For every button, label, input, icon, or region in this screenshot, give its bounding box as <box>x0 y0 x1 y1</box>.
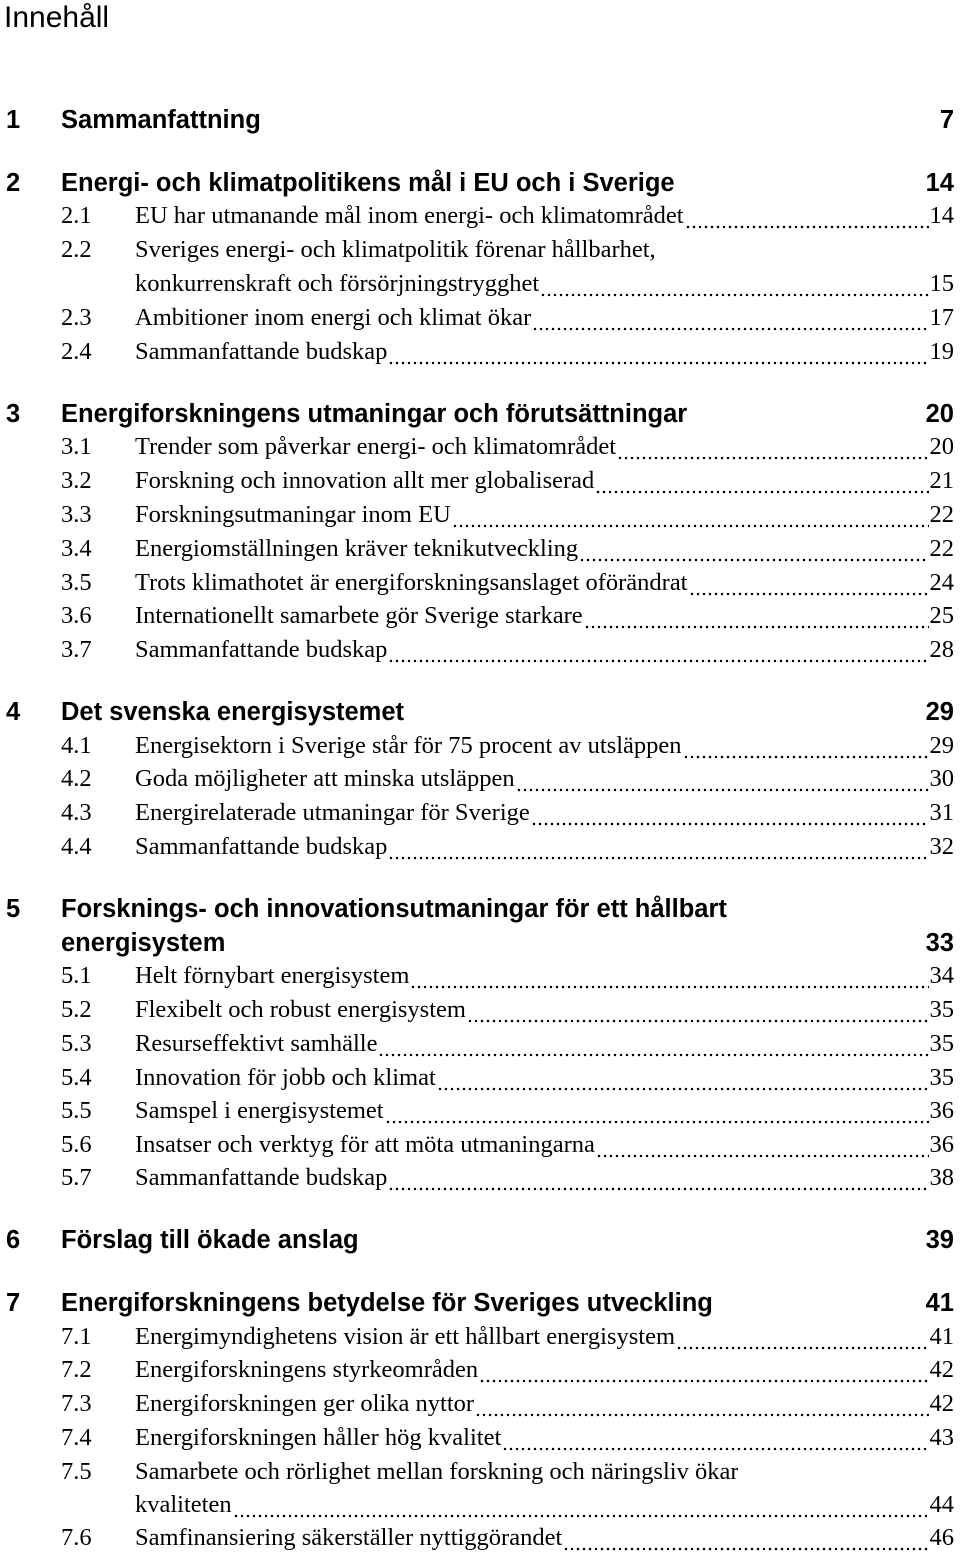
section-page: 36 <box>929 1097 954 1124</box>
section-number: 2.1 <box>61 202 92 229</box>
section-page: 22 <box>929 535 954 562</box>
section-page: 38 <box>929 1164 954 1191</box>
dot-leader <box>410 959 928 993</box>
section-title: Energiforskningen håller hög kvalitet <box>135 1424 502 1451</box>
toc-section-4-3[interactable] <box>0 796 960 830</box>
section-title: Forskningsutmaningar inom EU <box>135 501 451 528</box>
chapter-title: Forsknings- och innovationsutmaningar för ett hållbart <box>61 895 727 923</box>
section-page: 28 <box>929 636 954 663</box>
toc-section-4-2[interactable] <box>0 762 960 796</box>
section-title: Trots klimathotet är energiforskningsanslaget oförändrat <box>135 569 688 596</box>
dot-leader <box>617 430 928 464</box>
section-number: 5.1 <box>61 962 92 989</box>
toc-section-7-5[interactable] <box>0 1455 960 1489</box>
chapter-title: Sammanfattning <box>61 106 261 134</box>
section-number: 4.3 <box>61 799 92 826</box>
section-number: 7.5 <box>61 1458 92 1485</box>
toc-section-7-6[interactable] <box>0 1521 960 1555</box>
toc-section-3-5[interactable] <box>0 566 960 600</box>
toc-section-4-4[interactable] <box>0 830 960 864</box>
chapter-page: 41 <box>925 1289 954 1317</box>
toc-chapter-5[interactable] <box>0 892 960 926</box>
dot-leader <box>596 1128 929 1162</box>
toc-section-7-2[interactable] <box>0 1353 960 1387</box>
chapter-page: 39 <box>925 1226 954 1254</box>
toc-section-3-1[interactable] <box>0 430 960 464</box>
section-title: Energiforskningen ger olika nyttor <box>135 1390 475 1417</box>
toc-chapter-2[interactable] <box>0 166 960 200</box>
toc-section-7-3[interactable] <box>0 1387 960 1421</box>
section-number: 7.2 <box>61 1356 92 1383</box>
toc-section-5-6[interactable] <box>0 1128 960 1162</box>
section-page: 36 <box>929 1131 954 1158</box>
chapter-number: 4 <box>6 698 21 726</box>
section-page: 42 <box>929 1356 954 1383</box>
section-page: 15 <box>929 270 954 297</box>
toc-section-4-1[interactable] <box>0 729 960 763</box>
section-number: 4.1 <box>61 732 92 759</box>
chapter-title-continued: energisystem <box>61 929 226 957</box>
dot-leader <box>584 599 929 633</box>
section-title-continued: kvaliteten <box>135 1491 232 1518</box>
section-page: 19 <box>929 338 954 365</box>
dot-leader <box>388 633 928 667</box>
toc-chapter-6[interactable] <box>0 1223 960 1257</box>
section-page: 32 <box>929 833 954 860</box>
chapter-page: 14 <box>925 169 954 197</box>
section-number: 7.4 <box>61 1424 92 1451</box>
dot-leader <box>685 199 929 233</box>
section-number: 7.1 <box>61 1323 92 1350</box>
section-page: 35 <box>929 1030 954 1057</box>
dot-leader <box>531 796 929 830</box>
section-page: 21 <box>929 467 954 494</box>
toc-section-5-1[interactable] <box>0 959 960 993</box>
chapter-number: 3 <box>6 400 21 428</box>
chapter-title: Energiforskningens utmaningar och förutsättningar <box>61 400 688 428</box>
chapter-number: 6 <box>6 1226 21 1254</box>
section-page: 29 <box>929 732 954 759</box>
section-title: Energiomställningen kräver teknikutveckling <box>135 535 579 562</box>
section-title: Resurseffektivt samhälle <box>135 1030 378 1057</box>
chapter-number: 1 <box>6 106 21 134</box>
dot-leader <box>532 301 928 335</box>
dot-leader <box>540 267 928 301</box>
chapter-number: 2 <box>6 169 21 197</box>
section-title: Sammanfattande budskap <box>135 636 388 663</box>
section-title: Sammanfattande budskap <box>135 338 388 365</box>
dot-leader <box>502 1421 928 1455</box>
chapter-title: Energi- och klimatpolitikens mål i EU och i Sverige <box>61 169 675 197</box>
toc-section-7-1[interactable] <box>0 1320 960 1354</box>
dot-leader <box>452 498 929 532</box>
chapter-title: Energiforskningens betydelse för Sveriges utveckling <box>61 1289 713 1317</box>
section-page: 22 <box>929 501 954 528</box>
dot-leader <box>595 464 928 498</box>
section-title: EU har utmanande mål inom energi- och klimatområdet <box>135 202 684 229</box>
toc-section-2-3[interactable] <box>0 301 960 335</box>
section-number: 7.3 <box>61 1390 92 1417</box>
section-page: 43 <box>929 1424 954 1451</box>
section-page: 35 <box>929 1064 954 1091</box>
section-number: 5.5 <box>61 1097 92 1124</box>
section-title: Goda möjligheter att minska utsläppen <box>135 765 515 792</box>
section-page: 24 <box>929 569 954 596</box>
chapter-page: 33 <box>925 929 954 957</box>
toc-section-5-3[interactable] <box>0 1027 960 1061</box>
toc-section-2-4[interactable] <box>0 335 960 369</box>
section-number: 3.6 <box>61 602 92 629</box>
section-title: Innovation för jobb och klimat <box>135 1064 436 1091</box>
section-title: Samarbete och rörlighet mellan forskning och näringsliv ökar <box>135 1458 739 1485</box>
section-number: 3.7 <box>61 636 92 663</box>
toc-section-7-4[interactable] <box>0 1421 960 1455</box>
dot-leader <box>467 993 929 1027</box>
section-page: 35 <box>929 996 954 1023</box>
section-title: Energiforskningens styrkeområden <box>135 1356 479 1383</box>
section-number: 3.3 <box>61 501 92 528</box>
section-title: Samspel i energisystemet <box>135 1097 384 1124</box>
toc-section-7-5-continued[interactable] <box>0 1488 960 1522</box>
section-title: Helt förnybart energisystem <box>135 962 410 989</box>
section-number: 4.2 <box>61 765 92 792</box>
section-title: Trender som påverkar energi- och klimatområdet <box>135 433 617 460</box>
dot-leader <box>689 566 929 600</box>
toc-chapter-5-continued[interactable] <box>0 926 960 960</box>
section-number: 3.2 <box>61 467 92 494</box>
chapter-title: Förslag till ökade anslag <box>61 1226 359 1254</box>
toc-section-2-1[interactable] <box>0 199 960 233</box>
toc-section-5-2[interactable] <box>0 993 960 1027</box>
section-title: Flexibelt och robust energisystem <box>135 996 466 1023</box>
section-number: 5.4 <box>61 1064 92 1091</box>
section-number: 3.5 <box>61 569 92 596</box>
dot-leader <box>388 1161 928 1195</box>
toc-section-5-7[interactable] <box>0 1161 960 1195</box>
section-number: 2.2 <box>61 236 92 263</box>
section-page: 34 <box>929 962 954 989</box>
toc-section-3-3[interactable] <box>0 498 960 532</box>
dot-leader <box>563 1521 928 1555</box>
dot-leader <box>683 729 929 763</box>
section-number: 2.4 <box>61 338 92 365</box>
chapter-number: 5 <box>6 895 21 923</box>
section-page: 25 <box>929 602 954 629</box>
toc-section-5-4[interactable] <box>0 1061 960 1095</box>
dot-leader <box>475 1387 928 1421</box>
dot-leader <box>388 335 928 369</box>
dot-leader <box>516 762 929 796</box>
chapter-title: Det svenska energisystemet <box>61 698 405 726</box>
toc-chapter-3[interactable] <box>0 397 960 431</box>
section-page: 42 <box>929 1390 954 1417</box>
dot-leader <box>378 1027 928 1061</box>
section-number: 2.3 <box>61 304 92 331</box>
section-page: 31 <box>929 799 954 826</box>
page-title: Innehåll <box>4 1 110 34</box>
toc-section-2-2[interactable] <box>0 233 960 267</box>
dot-leader <box>479 1353 928 1387</box>
section-title: Sveriges energi- och klimatpolitik förenar hållbarhet, <box>135 236 656 263</box>
section-title: Forskning och innovation allt mer globaliserad <box>135 467 595 494</box>
section-page: 46 <box>929 1524 954 1551</box>
section-title: Energimyndighetens vision är ett hållbart energisystem <box>135 1323 676 1350</box>
toc-chapter-1[interactable] <box>0 103 960 137</box>
toc-section-3-4[interactable] <box>0 532 960 566</box>
section-number: 5.6 <box>61 1131 92 1158</box>
dot-leader <box>385 1094 929 1128</box>
toc-section-2-2-continued[interactable] <box>0 267 960 301</box>
dot-leader <box>676 1320 928 1354</box>
section-title: Energirelaterade utmaningar för Sverige <box>135 799 530 826</box>
section-number: 7.6 <box>61 1524 92 1551</box>
section-page: 17 <box>929 304 954 331</box>
chapter-number: 7 <box>6 1289 21 1317</box>
section-number: 5.7 <box>61 1164 92 1191</box>
section-number: 4.4 <box>61 833 92 860</box>
dot-leader <box>233 1488 929 1522</box>
section-page: 14 <box>929 202 954 229</box>
toc-section-3-7[interactable] <box>0 633 960 667</box>
section-title: Energisektorn i Sverige står för 75 procent av utsläppen <box>135 732 682 759</box>
section-page: 30 <box>929 765 954 792</box>
section-title: Samfinansiering säkerställer nyttiggörandet <box>135 1524 563 1551</box>
section-title-continued: konkurrenskraft och försörjningstrygghet <box>135 270 540 297</box>
dot-leader <box>579 532 928 566</box>
section-title: Insatser och verktyg för att möta utmaningarna <box>135 1131 595 1158</box>
chapter-page: 7 <box>939 106 954 134</box>
toc-section-5-5[interactable] <box>0 1094 960 1128</box>
section-page: 20 <box>929 433 954 460</box>
toc-section-3-2[interactable] <box>0 464 960 498</box>
toc-chapter-4[interactable] <box>0 695 960 729</box>
section-title: Sammanfattande budskap <box>135 1164 388 1191</box>
section-title: Sammanfattande budskap <box>135 833 388 860</box>
toc-chapter-7[interactable] <box>0 1286 960 1320</box>
section-page: 41 <box>929 1323 954 1350</box>
section-title: Internationellt samarbete gör Sverige starkare <box>135 602 583 629</box>
section-page: 44 <box>929 1491 954 1518</box>
section-title: Ambitioner inom energi och klimat ökar <box>135 304 532 331</box>
chapter-page: 20 <box>925 400 954 428</box>
section-number: 5.3 <box>61 1030 92 1057</box>
section-number: 3.1 <box>61 433 92 460</box>
section-number: 5.2 <box>61 996 92 1023</box>
dot-leader <box>437 1061 929 1095</box>
section-number: 3.4 <box>61 535 92 562</box>
chapter-page: 29 <box>925 698 954 726</box>
dot-leader <box>388 830 928 864</box>
toc-section-3-6[interactable] <box>0 599 960 633</box>
